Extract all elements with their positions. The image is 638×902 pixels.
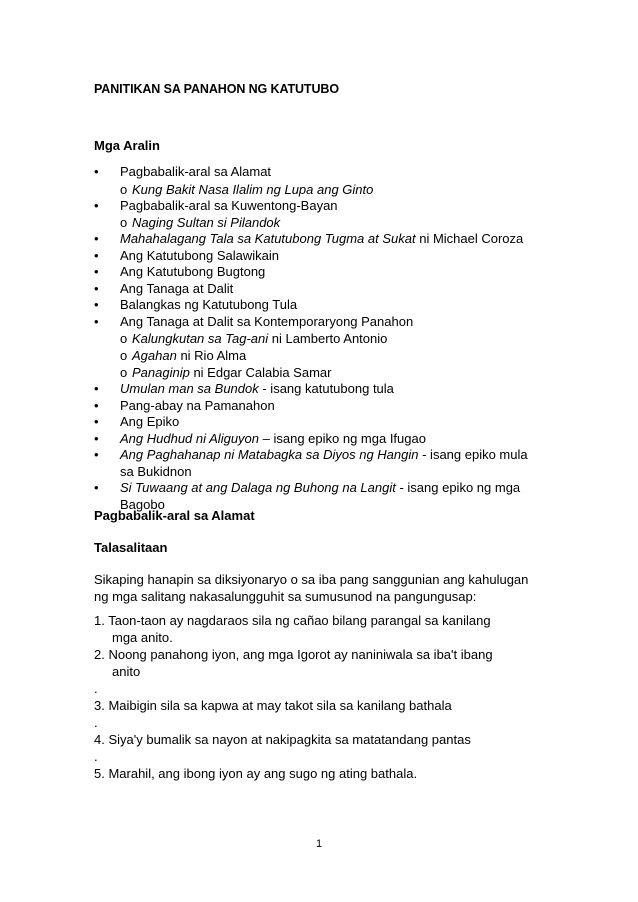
numbered-sentences — [94, 612, 554, 782]
sentence-1: 1. Taon-taon ay nagdaraos sila ng cañao bilang parangal sa kanilang — [94, 613, 491, 628]
list-item: • Pagbabalik-aral sa Alamat — [94, 164, 272, 179]
section-heading-alamat: Pagbabalik-aral sa Alamat — [94, 508, 255, 523]
bullet-icon: • — [94, 397, 99, 413]
sub-list-item: o Agahan ni Rio Alma — [120, 348, 247, 363]
bullet-icon: • — [94, 414, 99, 429]
sub-list-item: o Panaginip ni Edgar Calabia Samar — [120, 365, 332, 380]
list-item: • Umulan man sa Bundok - isang katutubong tula — [94, 381, 394, 396]
lesson-list — [94, 164, 554, 513]
sub-list-item: o Naging Sultan si Pilandok — [120, 215, 281, 230]
section-heading-talasalitaan: Talasalitaan — [94, 540, 168, 555]
sentence-3: 3. Maibigin sila sa kapwa at may takot sila sa kanilang bathala — [94, 698, 452, 713]
list-item: • Ang Katutubong Bugtong — [94, 264, 266, 279]
circle-bullet-icon: o — [120, 181, 128, 197]
list-item: • Balangkas ng Katutubong Tula — [94, 297, 298, 312]
bullet-icon: • — [94, 447, 99, 462]
instruction-paragraph: Sikaping hanapin sa diksiyonaryo o sa iba pang sanggunian ang kahulugan ng mga salitang nakasalungguhit sa sumusunod na pangungusap: — [94, 572, 529, 604]
section-heading-aralin: Mga Aralin — [94, 138, 160, 153]
sentence-2-cont: anito — [112, 664, 141, 679]
list-item: • Ang Epiko — [94, 414, 180, 429]
list-item: • Mahahalagang Tala sa Katutubong Tugma at Sukat ni Michael Coroza — [94, 231, 524, 246]
circle-bullet-icon: o — [120, 215, 128, 230]
list-item: • Ang Tanaga at Dalit sa Kontemporaryong Panahon — [94, 313, 414, 329]
bullet-icon: • — [94, 197, 99, 213]
circle-bullet-icon: o — [120, 348, 128, 363]
bullet-icon: • — [94, 164, 99, 179]
sub-list-item: o Kung Bakit Nasa Ilalim ng Lupa ang Ginto — [120, 181, 374, 197]
bullet-icon: • — [94, 297, 99, 312]
list-item: • Ang Tanaga at Dalit — [94, 280, 234, 296]
list-item: • Ang Katutubong Salawikain — [94, 247, 280, 263]
list-item: • Pagbabalik-aral sa Kuwentong-Bayan — [94, 197, 338, 213]
sub-list-item: o Kalungkutan sa Tag-ani ni Lamberto Antonio — [120, 331, 388, 346]
sentence-4: 4. Siya'y bumalik sa nayon at nakipagkita sa matatandang pantas — [94, 732, 471, 747]
stray-period: . — [94, 749, 98, 764]
bullet-icon: • — [94, 430, 99, 446]
stray-period: . — [94, 681, 98, 696]
circle-bullet-icon: o — [120, 365, 128, 380]
bullet-icon: • — [94, 247, 99, 263]
list-item: • Si Tuwaang at ang Dalaga ng Buhong na Langit - isang epiko ng mga Bagobo — [94, 480, 521, 512]
bullet-icon: • — [94, 231, 99, 246]
circle-bullet-icon: o — [120, 331, 128, 346]
document-title: PANITIKAN SA PANAHON NG KATUTUBO — [94, 82, 339, 96]
bullet-icon: • — [94, 313, 99, 329]
sentence-1-cont: mga anito. — [112, 630, 173, 645]
bullet-icon: • — [94, 381, 99, 396]
bullet-icon: • — [94, 264, 99, 279]
stray-period: . — [94, 715, 98, 730]
bullet-icon: • — [94, 480, 99, 495]
sentence-5: 5. Marahil, ang ibong iyon ay ang sugo ng ating bathala. — [94, 766, 418, 781]
list-item: • Ang Hudhud ni Aliguyon – isang epiko ng mga Ifugao — [94, 430, 426, 446]
bullet-icon: • — [94, 280, 99, 296]
sentence-2: 2. Noong panahong iyon, ang mga Igorot ay naniniwala sa iba't ibang — [94, 647, 493, 662]
list-item: • Pang-abay na Pamanahon — [94, 397, 275, 413]
list-item: • Ang Paghahanap ni Matabagka sa Diyos ng Hangin - isang epiko mula sa Bukidnon — [94, 447, 528, 479]
page-number: 1 — [315, 838, 323, 850]
